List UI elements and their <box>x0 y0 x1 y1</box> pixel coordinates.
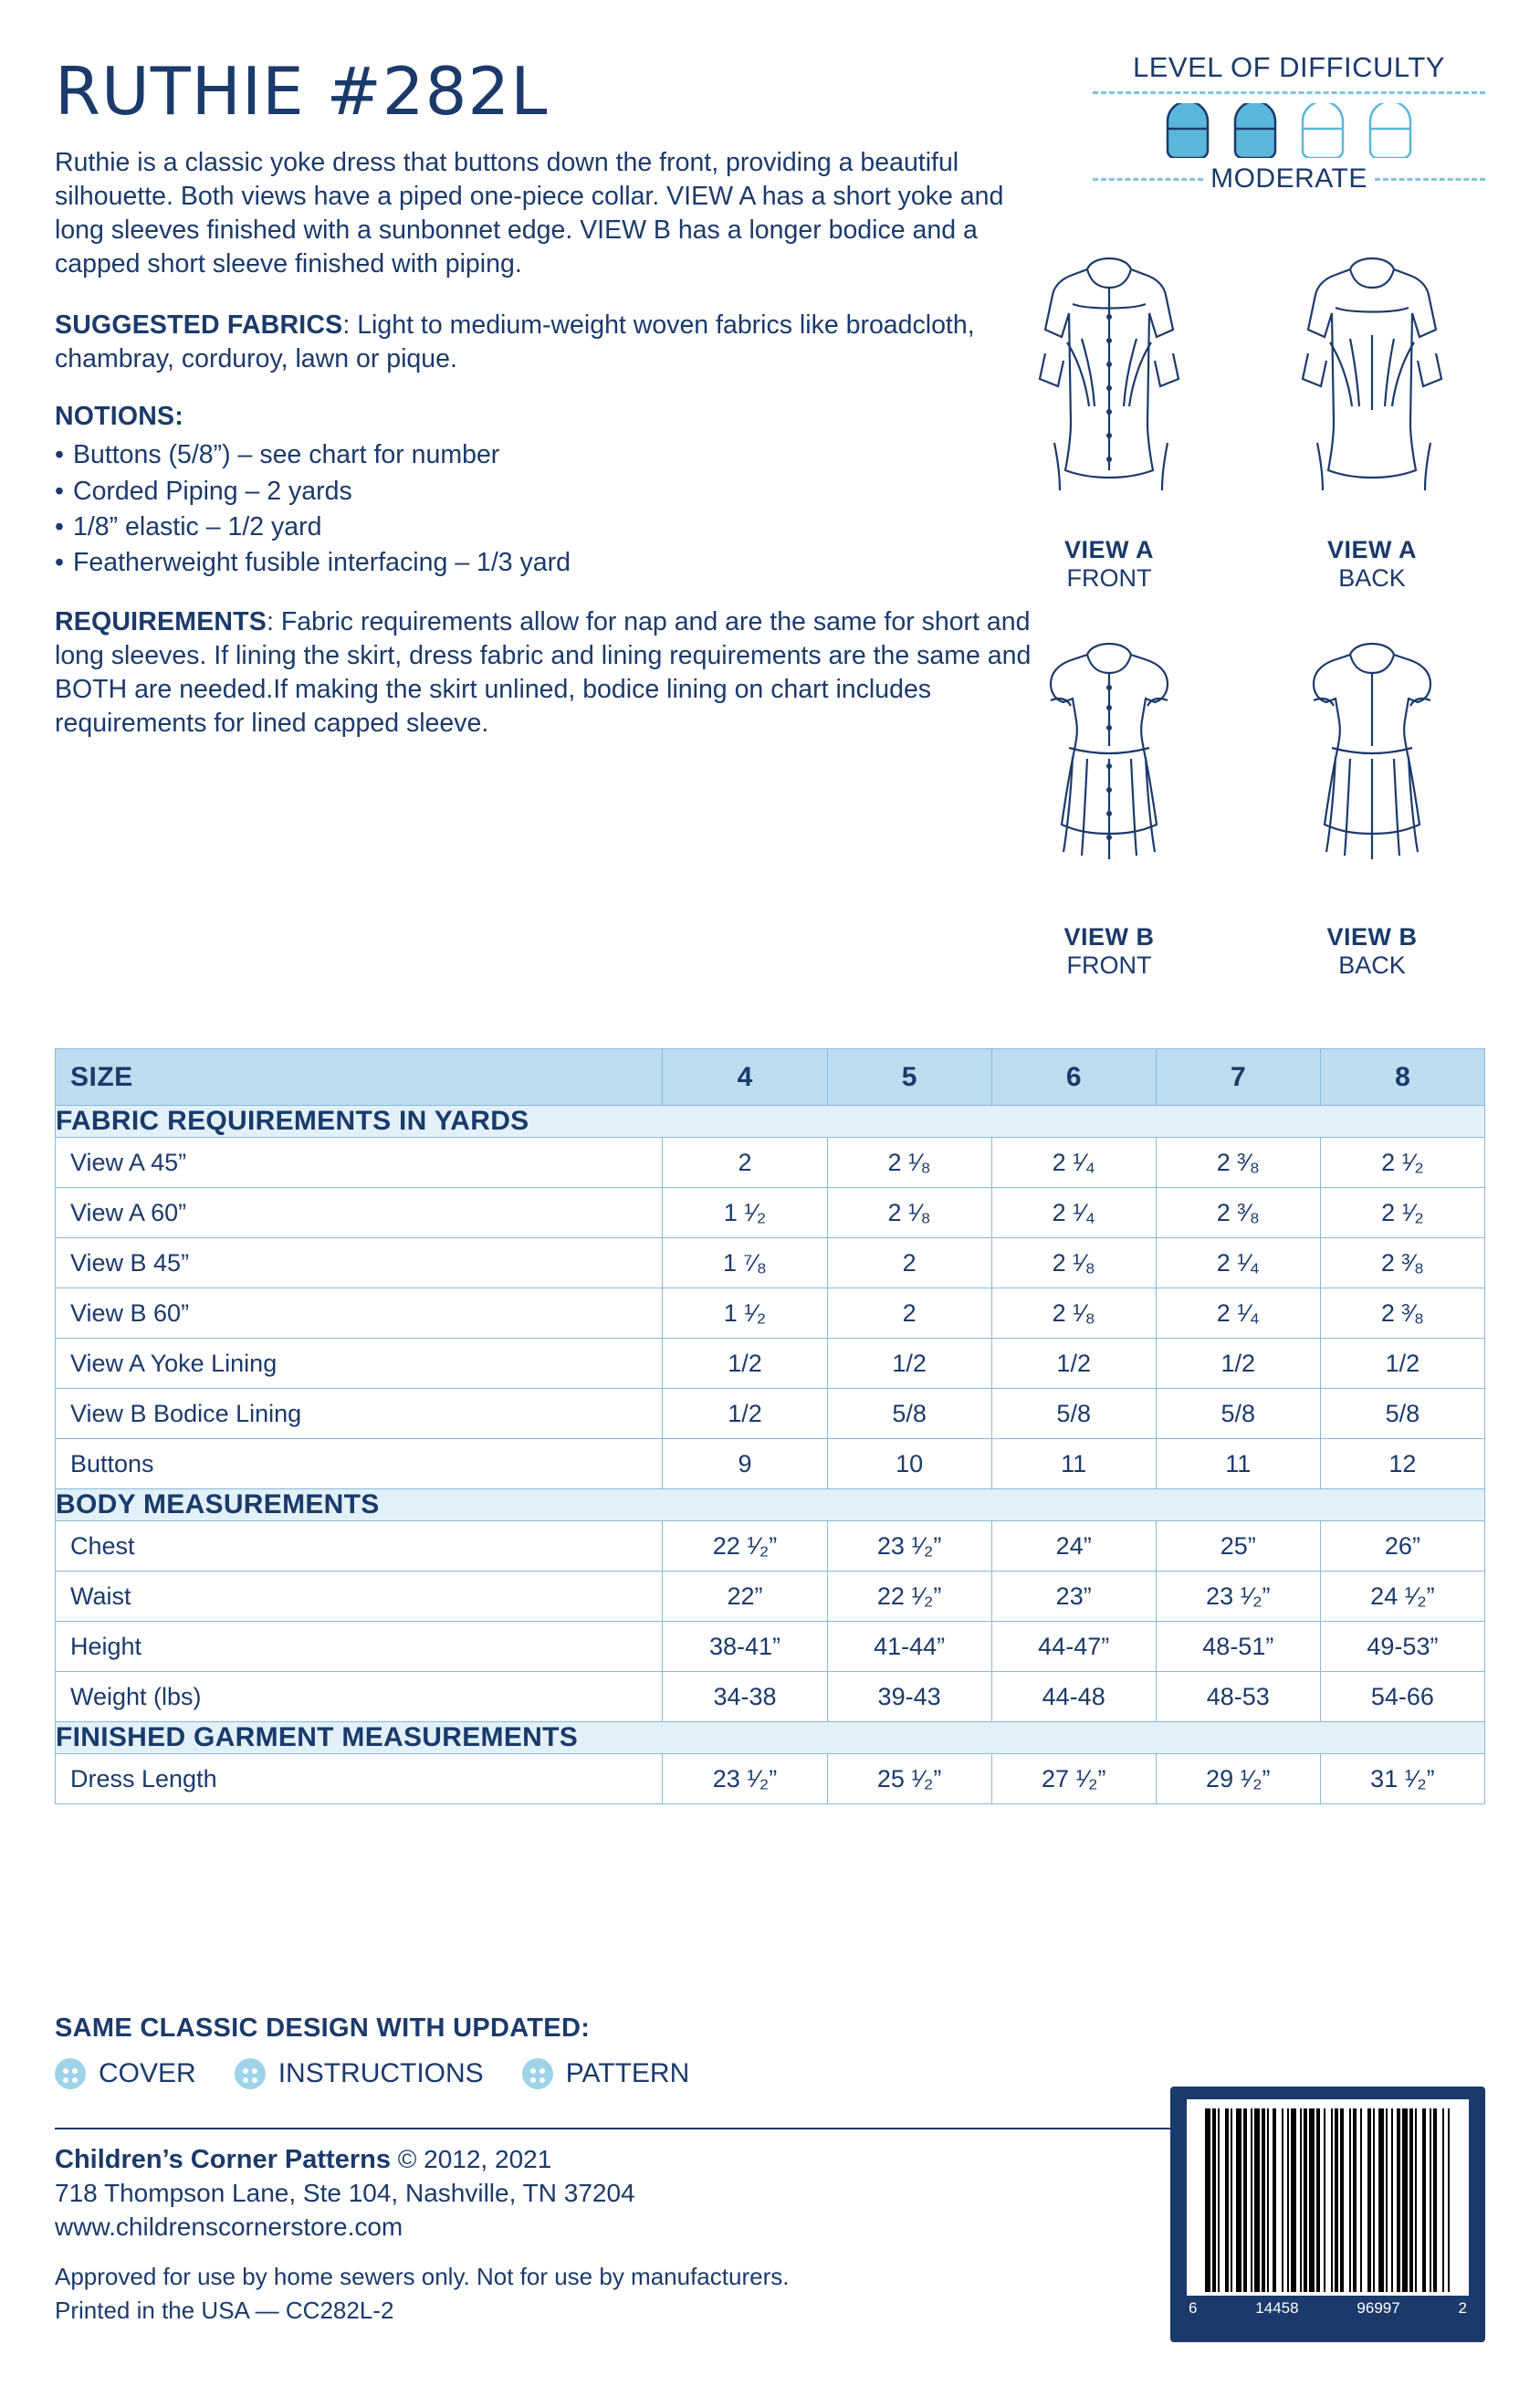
updated-item-pattern <box>522 2058 690 2089</box>
table-cell: 27 ¹⁄₂” <box>991 1754 1156 1804</box>
thimble-icon <box>1230 103 1281 158</box>
table-section-title: FABRIC REQUIREMENTS IN YARDS <box>56 1106 1485 1138</box>
table-row <box>56 1622 1485 1672</box>
barcode-digit-mid1: 14458 <box>1255 2299 1299 2317</box>
table-header-size-value: 4 <box>663 1049 827 1106</box>
table-cell: 2 <box>663 1138 827 1188</box>
table-row <box>56 1672 1485 1722</box>
suggested-fabrics-label: SUGGESTED FABRICS <box>55 310 343 341</box>
table-row <box>56 1439 1485 1489</box>
thimble-icon <box>1162 103 1213 158</box>
updated-item-instructions <box>235 2058 484 2089</box>
suggested-fabrics-section <box>55 309 1045 376</box>
table-cell: 41-44” <box>827 1622 991 1672</box>
table-cell: 2 ¹⁄₈ <box>827 1138 991 1188</box>
table-cell: 2 ¹⁄₄ <box>991 1188 1156 1238</box>
button-icon <box>235 2058 266 2089</box>
table-row <box>56 1389 1485 1439</box>
table-cell: 2 <box>827 1238 991 1288</box>
illustration-view-a-back <box>1248 233 1496 593</box>
difficulty-level: MODERATE <box>1210 163 1367 194</box>
requirements-text: : Fabric requirements allow for nap and are the same for short and long sleeves. If lining the skirt, dress fabric and lining requirements are the same and BOTH are needed.If making the skirt unlined, bodice lining on chart includes requirements for lined capped sleeve. <box>55 606 1032 738</box>
updated-item-label: PATTERN <box>565 2058 690 2088</box>
table-cell: 49-53” <box>1320 1622 1484 1672</box>
table-cell: 22” <box>663 1572 827 1622</box>
table-cell: 22 ¹⁄₂” <box>827 1572 991 1622</box>
table-row <box>56 1754 1485 1804</box>
table-cell: 2 ³⁄₈ <box>1320 1238 1484 1288</box>
table-cell: 25” <box>1156 1521 1320 1572</box>
barcode-bars <box>1187 2099 1469 2296</box>
table-section-row <box>56 1722 1485 1754</box>
button-icon <box>522 2058 553 2089</box>
table-cell: 2 <box>827 1288 991 1339</box>
table-cell: 34-38 <box>663 1672 827 1722</box>
thimble-rating <box>1093 103 1485 158</box>
dress-illustration <box>985 620 1233 921</box>
table-cell: 23 ¹⁄₂” <box>1156 1572 1320 1622</box>
illustration-view-a-front <box>985 233 1233 593</box>
header-text-column <box>55 44 1045 764</box>
table-cell: 23 ¹⁄₂” <box>663 1754 827 1804</box>
table-row-label: View B 60” <box>56 1288 663 1339</box>
footer <box>55 2128 1132 2327</box>
table-row-label: View A 60” <box>56 1188 663 1238</box>
page-title: RUTHIE #282L <box>55 53 549 130</box>
table-row-label: Weight (lbs) <box>56 1672 663 1722</box>
illustration-view-b-back <box>1248 620 1496 980</box>
notions-label: NOTIONS: <box>55 402 183 432</box>
updated-section <box>55 2013 1059 2089</box>
table-cell: 22 ¹⁄₂” <box>663 1521 827 1572</box>
illustration-title: VIEW A <box>1063 536 1154 563</box>
barcode-digit-right: 2 <box>1458 2299 1467 2317</box>
illustration-row-a <box>985 233 1496 593</box>
table-cell: 11 <box>991 1439 1156 1489</box>
table-header-size-value: 5 <box>827 1049 991 1106</box>
table-row <box>56 1238 1485 1288</box>
thimble-icon <box>1297 103 1348 158</box>
dress-illustration <box>985 233 1233 534</box>
footer-note-1: Approved for use by home sewers only. Not for use by manufacturers. <box>55 2263 790 2291</box>
list-item: • Corded Piping – 2 yards <box>55 474 1045 510</box>
list-item: • Featherweight fusible interfacing – 1/3 yard <box>55 545 1045 581</box>
table-cell: 1 ¹⁄₂ <box>663 1288 827 1339</box>
table-cell: 2 ¹⁄₈ <box>991 1288 1156 1339</box>
divider <box>1093 178 1203 181</box>
table-cell: 5/8 <box>991 1389 1156 1439</box>
requirements-label: REQUIREMENTS <box>55 606 267 636</box>
barcode-digit-mid2: 96997 <box>1357 2299 1400 2317</box>
illustration-row-b <box>985 620 1496 980</box>
table-cell: 10 <box>827 1439 991 1489</box>
barcode-digits <box>1187 2296 1469 2318</box>
table-cell: 5/8 <box>827 1389 991 1439</box>
table-row-label: View A 45” <box>56 1138 663 1188</box>
illustration-subtitle: FRONT <box>1066 564 1152 592</box>
table-row-label: Buttons <box>56 1439 663 1489</box>
intro-paragraph: Ruthie is a classic yoke dress that buttons down the front, providing a beautiful silhouette. Both views have a piped one-piece collar. VIEW A has a short yoke and long sleeves finished with a sunbonnet edge. VIEW B has a longer bodice and a capped short sleeve finished with piping. <box>55 148 1004 279</box>
table-cell: 9 <box>663 1439 827 1489</box>
table-cell: 1/2 <box>1320 1339 1484 1389</box>
table-section-row <box>56 1106 1485 1138</box>
difficulty-label: LEVEL OF DIFFICULTY <box>1133 51 1445 83</box>
table-header-size: SIZE <box>56 1049 663 1106</box>
divider <box>1375 178 1485 181</box>
table-row-label: Dress Length <box>56 1754 663 1804</box>
table-cell: 44-48 <box>991 1672 1156 1722</box>
copyright: © 2012, 2021 <box>390 2145 552 2173</box>
illustration-subtitle: BACK <box>1338 564 1406 592</box>
barcode-digit-left: 6 <box>1189 2299 1198 2317</box>
footer-address: 718 Thompson Lane, Ste 104, Nashville, TN 37204 <box>55 2179 635 2208</box>
table-cell: 24” <box>991 1521 1156 1572</box>
table-cell: 5/8 <box>1156 1389 1320 1439</box>
difficulty-level-row <box>1093 163 1485 194</box>
table-cell: 23” <box>991 1572 1156 1622</box>
thimble-icon <box>1365 103 1416 158</box>
table-cell: 1/2 <box>991 1339 1156 1389</box>
notions-list <box>55 437 1045 581</box>
illustrations <box>985 233 1496 980</box>
table-cell: 1/2 <box>827 1339 991 1389</box>
table-row-label: Height <box>56 1622 663 1672</box>
table-section-title: FINISHED GARMENT MEASUREMENTS <box>56 1722 1485 1754</box>
table-cell: 2 ³⁄₈ <box>1156 1188 1320 1238</box>
updated-item-cover <box>55 2058 196 2089</box>
table-row-label: Waist <box>56 1572 663 1622</box>
table-row <box>56 1138 1485 1188</box>
table-cell: 2 ¹⁄₄ <box>1156 1238 1320 1288</box>
table-cell: 2 ¹⁄₂ <box>1320 1188 1484 1238</box>
table-row <box>56 1572 1485 1622</box>
table-cell: 39-43 <box>827 1672 991 1722</box>
requirements-section <box>55 605 1045 741</box>
table-cell: 2 ³⁄₈ <box>1320 1288 1484 1339</box>
table-cell: 31 ¹⁄₂” <box>1320 1754 1484 1804</box>
table-cell: 44-47” <box>991 1622 1156 1672</box>
table-row-label: View A Yoke Lining <box>56 1339 663 1389</box>
table-row <box>56 1188 1485 1238</box>
illustration-title: VIEW B <box>1326 923 1418 951</box>
list-item: • Buttons (5/8”) – see chart for number <box>55 437 1045 473</box>
table-cell: 24 ¹⁄₂” <box>1320 1572 1484 1622</box>
illustration-subtitle: FRONT <box>1066 951 1152 979</box>
specifications-table <box>55 1048 1485 1804</box>
illustration-title: VIEW B <box>1063 923 1155 951</box>
table-row-label: Chest <box>56 1521 663 1572</box>
table-cell: 1 ⁷⁄₈ <box>663 1238 827 1288</box>
table-cell: 2 ¹⁄₄ <box>991 1138 1156 1188</box>
table-cell: 26” <box>1320 1521 1484 1572</box>
table-cell: 1/2 <box>1156 1339 1320 1389</box>
illustration-view-b-front <box>985 620 1233 980</box>
divider <box>1093 91 1485 94</box>
list-item: • 1/8” elastic – 1/2 yard <box>55 510 1045 545</box>
table-header-size-value: 7 <box>1156 1049 1320 1106</box>
updated-title: SAME CLASSIC DESIGN WITH UPDATED: <box>55 2013 591 2043</box>
table-cell: 48-53 <box>1156 1672 1320 1722</box>
table-cell: 48-51” <box>1156 1622 1320 1672</box>
table-cell: 29 ¹⁄₂” <box>1156 1754 1320 1804</box>
table-row <box>56 1288 1485 1339</box>
table-header-row <box>56 1049 1485 1106</box>
company-name: Children’s Corner Patterns <box>55 2145 391 2174</box>
illustration-subtitle: BACK <box>1338 951 1406 979</box>
table-header-size-value: 8 <box>1320 1049 1484 1106</box>
table-row <box>56 1339 1485 1389</box>
table-cell: 2 ¹⁄₄ <box>1156 1288 1320 1339</box>
footer-website[interactable]: www.childrenscornerstore.com <box>55 2213 403 2242</box>
table-cell: 38-41” <box>663 1622 827 1672</box>
notions-section <box>55 400 1045 581</box>
suggested-fabrics-text: : Light to medium-weight woven fabrics like broadcloth, chambray, corduroy, lawn or pique. <box>55 310 975 374</box>
dress-illustration <box>1248 620 1496 921</box>
button-icon <box>55 2058 86 2089</box>
table-row-label: View B 45” <box>56 1238 663 1288</box>
updated-item-label: COVER <box>99 2058 196 2088</box>
illustration-title: VIEW A <box>1326 536 1417 563</box>
table-row-label: View B Bodice Lining <box>56 1389 663 1439</box>
table-cell: 2 ¹⁄₂ <box>1320 1138 1484 1188</box>
table-cell: 1/2 <box>663 1389 827 1439</box>
table-cell: 54-66 <box>1320 1672 1484 1722</box>
table-cell: 11 <box>1156 1439 1320 1489</box>
table-cell: 1/2 <box>663 1339 827 1389</box>
table-cell: 1 ¹⁄₂ <box>663 1188 827 1238</box>
table-cell: 12 <box>1320 1439 1484 1489</box>
footer-company-line <box>55 2142 1132 2177</box>
table-section-row <box>56 1489 1485 1521</box>
table-cell: 5/8 <box>1320 1389 1484 1439</box>
table-cell: 2 ¹⁄₈ <box>991 1238 1156 1288</box>
updated-items <box>55 2058 1059 2089</box>
table-cell: 23 ¹⁄₂” <box>827 1521 991 1572</box>
dress-illustration <box>1248 233 1496 534</box>
table-section-title: BODY MEASUREMENTS <box>56 1489 1485 1521</box>
updated-item-label: INSTRUCTIONS <box>278 2058 484 2088</box>
table-cell: 2 ³⁄₈ <box>1156 1138 1320 1188</box>
barcode <box>1170 2087 1485 2342</box>
table-cell: 25 ¹⁄₂” <box>827 1754 991 1804</box>
difficulty-meter <box>1093 51 1485 194</box>
footer-note-2: Printed in the USA — CC282L-2 <box>55 2297 394 2324</box>
table-row <box>56 1521 1485 1572</box>
table-cell: 2 ¹⁄₈ <box>827 1188 991 1238</box>
table-header-size-value: 6 <box>991 1049 1156 1106</box>
